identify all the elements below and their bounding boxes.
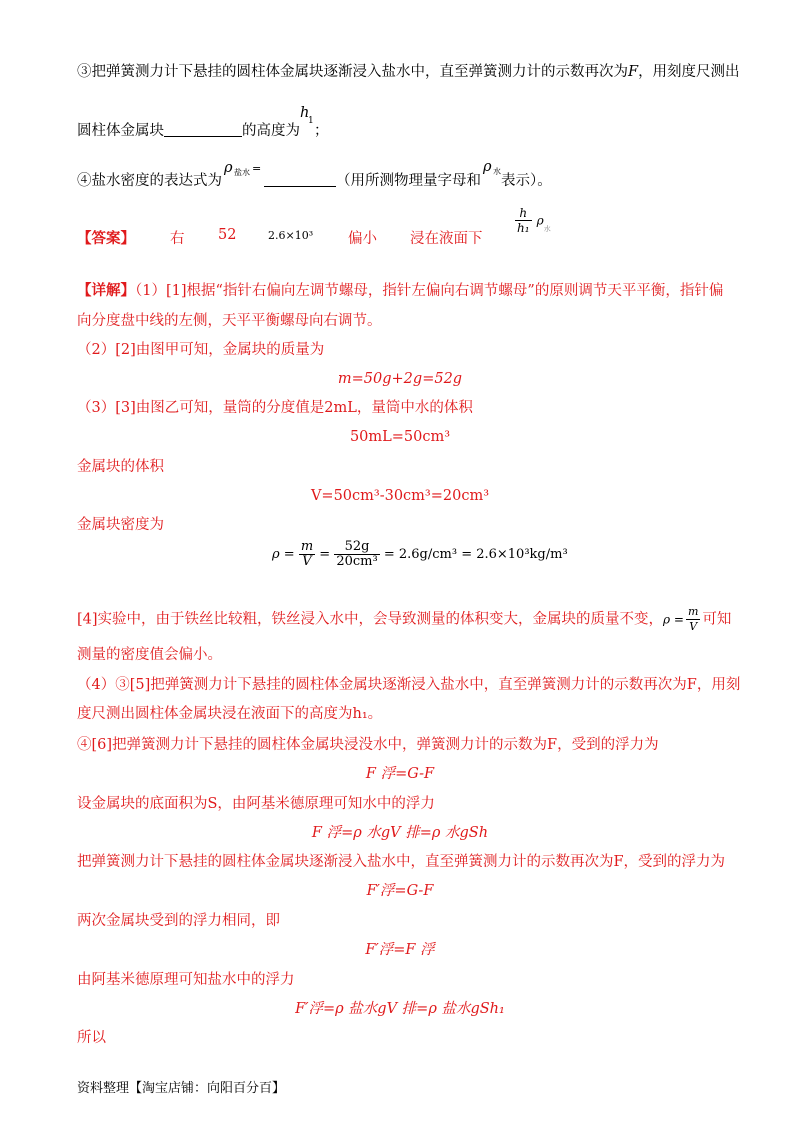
detail-p5: 金属块密度为 — [77, 517, 164, 533]
detail-p1b: 向分度盘中线的左侧，天平平衡螺母向右调节。 — [77, 313, 382, 329]
answer-1: 右 — [170, 231, 185, 247]
formula-mass: m=50g+2g=52g — [337, 371, 463, 387]
answer-3: 2.6×10³ — [268, 229, 314, 242]
answer-2: 52 — [218, 227, 237, 243]
detail-p6b: 测量的密度值会偏小。 — [77, 647, 222, 663]
detail-p8: ④[6]把弹簧测力计下悬挂的圆柱体金属块浸没水中，弹簧测力计的示数为F，受到的浮力为 — [77, 737, 659, 753]
detail-p7: （4）③[5]把弹簧测力计下悬挂的圆柱体金属块逐渐浸入盐水中，直至弹簧测力计的示数再次为F，用刻 — [77, 677, 741, 693]
formula-buoyancy-5: F′浮=ρ 盐水gV 排=ρ 盐水gSh₁ — [295, 1001, 505, 1017]
detail-p9: 设金属块的底面积为S，由阿基米德原理可知水中的浮力 — [77, 796, 435, 812]
rho-salt-symbol: ρ 盐水 = — [224, 160, 262, 177]
formula-buoyancy-3: F′浮=G-F — [366, 883, 434, 899]
p6-fraction: $\frac{m}{V}$ — [687, 605, 699, 633]
rho-water-symbol: ρ 水 — [483, 159, 501, 176]
detail-p11: 两次金属块受到的浮力相同，即 — [77, 913, 280, 929]
detail-p3: （3）[3]由图乙可知，量筒的分度值是2mL，量筒中水的体积 — [77, 400, 473, 416]
detail-p13: 所以 — [77, 1030, 106, 1046]
answer-blank-2[interactable] — [264, 186, 336, 187]
detail-p4: 金属块的体积 — [77, 459, 164, 475]
density-fraction-1: $\frac{m}{V}$ — [300, 539, 314, 569]
answer-6-fraction: $\frac{h}{\text{h₁}}$ — [517, 206, 530, 235]
formula-buoyancy-1: F 浮=G-F — [365, 766, 435, 782]
h1-symbol: h 1 — [300, 105, 314, 126]
detail-p12: 由阿基米德原理可知盐水中的浮力 — [77, 972, 295, 988]
detail-p10: 把弹簧测力计下悬挂的圆柱体金属块逐渐浸入盐水中，直至弹簧测力计的示数再次为F，受到的浮力为 — [77, 854, 726, 870]
formula-volume-2: V=50cm³-30cm³=20cm³ — [310, 488, 490, 504]
detail-p7b: 度尺测出圆柱体金属块浸在液面下的高度为h₁。 — [77, 706, 383, 722]
formula-buoyancy-4: F′浮=F 浮 — [365, 942, 435, 958]
answer-label: 【答案】 — [77, 230, 135, 247]
footer: 资料整理【淘宝店铺：向阳百分百】 — [77, 1081, 286, 1096]
answer-4: 偏小 — [348, 231, 377, 247]
formula-volume-1: 50mL=50cm³ — [349, 429, 451, 445]
step3-line1: ③把弹簧测力计下悬挂的圆柱体金属块逐渐浸入盐水中，直至弹簧测力计的示数再次为F，用刻度尺测出 — [77, 64, 740, 80]
formula-buoyancy-2: F 浮=ρ 水gV 排=ρ 水gSh — [311, 825, 489, 841]
step3-line2: 圆柱体金属块 的高度为 h 1 ； — [77, 105, 329, 139]
detail-p6: [4]实验中，由于铁丝比较粗，铁丝浸入水中，会导致测量的体积变大，金属块的质量不变，ρ = $\frac{m}{V}$ 可知 — [77, 605, 732, 633]
answer-6: $\frac{h}{\text{h₁}}$ $\rho_水$ — [517, 206, 551, 235]
detail-p1: 【详解】（1）[1]根据“指针右偏向左调节螺母，指针左偏向右调节螺母”的原则调节天平平衡，指针偏 — [77, 282, 724, 299]
formula-density: ρ = $\frac{m}{V}$ = $\frac{52g}{\text{20cm³}}$ = 2.6g/cm³ = 2.6×10³kg/m³ — [272, 539, 568, 569]
detail-p2: （2）[2]由图甲可知，金属块的质量为 — [77, 342, 325, 358]
answer-blank-1[interactable] — [164, 136, 242, 137]
answer-5: 浸在液面下 — [410, 231, 483, 247]
step4-line: ④盐水密度的表达式为 ρ 盐水 = （用所测物理量字母和 ρ 水 表示）。 — [77, 159, 552, 189]
density-fraction-2: $\frac{52g}{\text{20cm³}}$ — [336, 539, 378, 569]
